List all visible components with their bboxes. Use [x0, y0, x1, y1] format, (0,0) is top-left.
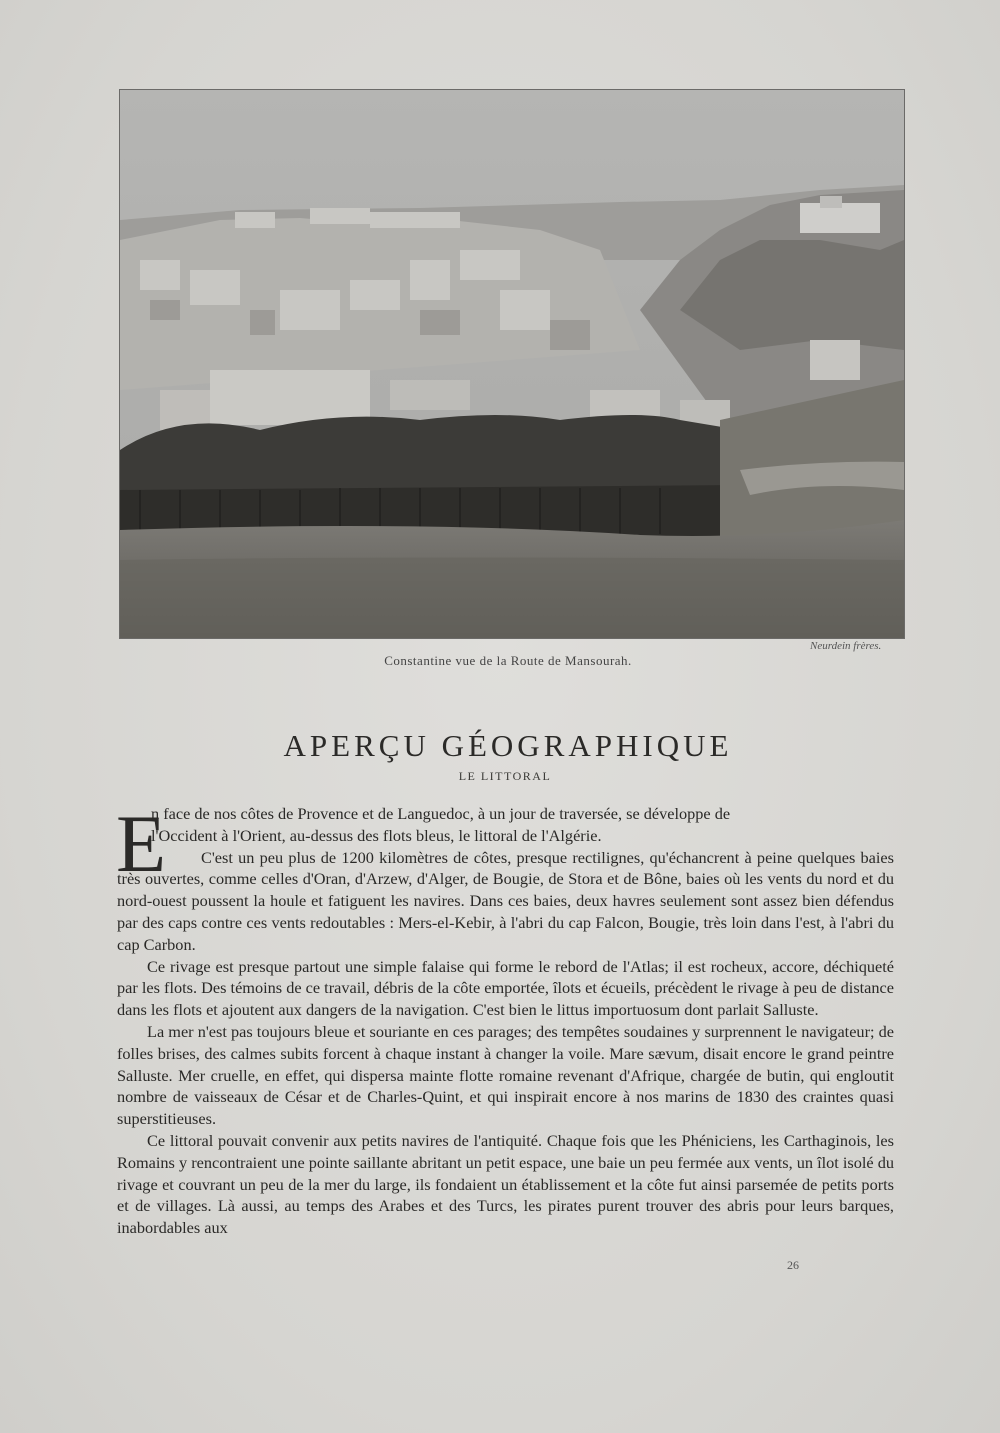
paragraph-3: Ce rivage est presque partout une simple falaise qui forme le rebord de l'Atlas; il est rocheux, accore, déchiqueté par les flots. Des témoins de ce travail, débris de la côte emportée, îlots et écueils, précèdent le rivage à peu de distance dans les flots et ajoutent aux dangers de la navigation. C'est bien le littus importuosum dont parlait Salluste. [117, 956, 894, 1020]
section-subtitle: LE LITTORAL [458, 769, 552, 783]
paragraph-5: Ce littoral pouvait convenir aux petits navires de l'antiquité. Chaque fois que les Phéniciens, les Carthaginois, les Romains y rencontraient une pointe saillante abritant un petit espace, une baie un peu fermée aux vents, un îlot isolé du rivage et couvrant un peu de la mer du large, ils fondaient un établissement et la côte fut ainsi parsemée de petits ports et de villages. Là aussi, au temps des Arabes et des Turcs, les pirates purent trouver des abris pour leurs barques, inabordables aux [117, 1130, 894, 1238]
photo-illustration [120, 90, 904, 638]
paragraph-4: La mer n'est pas toujours bleue et souriante en ces parages; des tempêtes soudaines y surprennent le navigateur; de folles brises, des calmes subits forcent à chaque instant à changer la voile. Mare sævum, disait encore le grand peintre Salluste. Mer cruelle, en effet, qui dispersa mainte flotte romaine revenant d'Afrique, chargée de butin, qui engloutit nombre de vaisseaux de César et de Charles-Quint, et qui inspirait encore à nos marins de 1830 des craintes quasi superstitieuses. [117, 1021, 894, 1129]
paragraph-1-lead: n face de nos côtes de Provence et de Languedoc, à un jour de traversée, se développe de [151, 804, 731, 823]
page-number: 26 [787, 1258, 799, 1272]
photo-credit: Neurdein frères. [810, 640, 882, 652]
paragraph-1-second-line: l'Occident à l'Orient, au-dessus des flots bleus, le littoral de l'Algérie. [151, 825, 602, 845]
paragraph-2: C'est un peu plus de 1200 kilomètres de côtes, presque rectilignes, qu'échancrent à peine quelques baies très ouvertes, comme celles d'Oran, d'Arzew, d'Alger, de Bougie, de Stora et de Bône, baies où les vents du nord et du nord-ouest poussent la houle et fatiguent les navires. Dans ces baies, deux havres seulement sont assez bien défendus par des caps contre ces vents redoutables : Mers-el-Kebir, à l'abri du cap Falcon, Bougie, très loin dans l'est, à l'abri du cap Carbon. [117, 847, 894, 954]
constantine-photograph [119, 89, 905, 639]
photo-caption: Constantine vue de la Route de Mansourah. [384, 653, 632, 668]
body-text [116, 798, 894, 1239]
drop-cap: E [116, 798, 167, 889]
page-title: APERÇU GÉOGRAPHIQUE [283, 727, 733, 763]
paragraph-1 [117, 803, 894, 847]
